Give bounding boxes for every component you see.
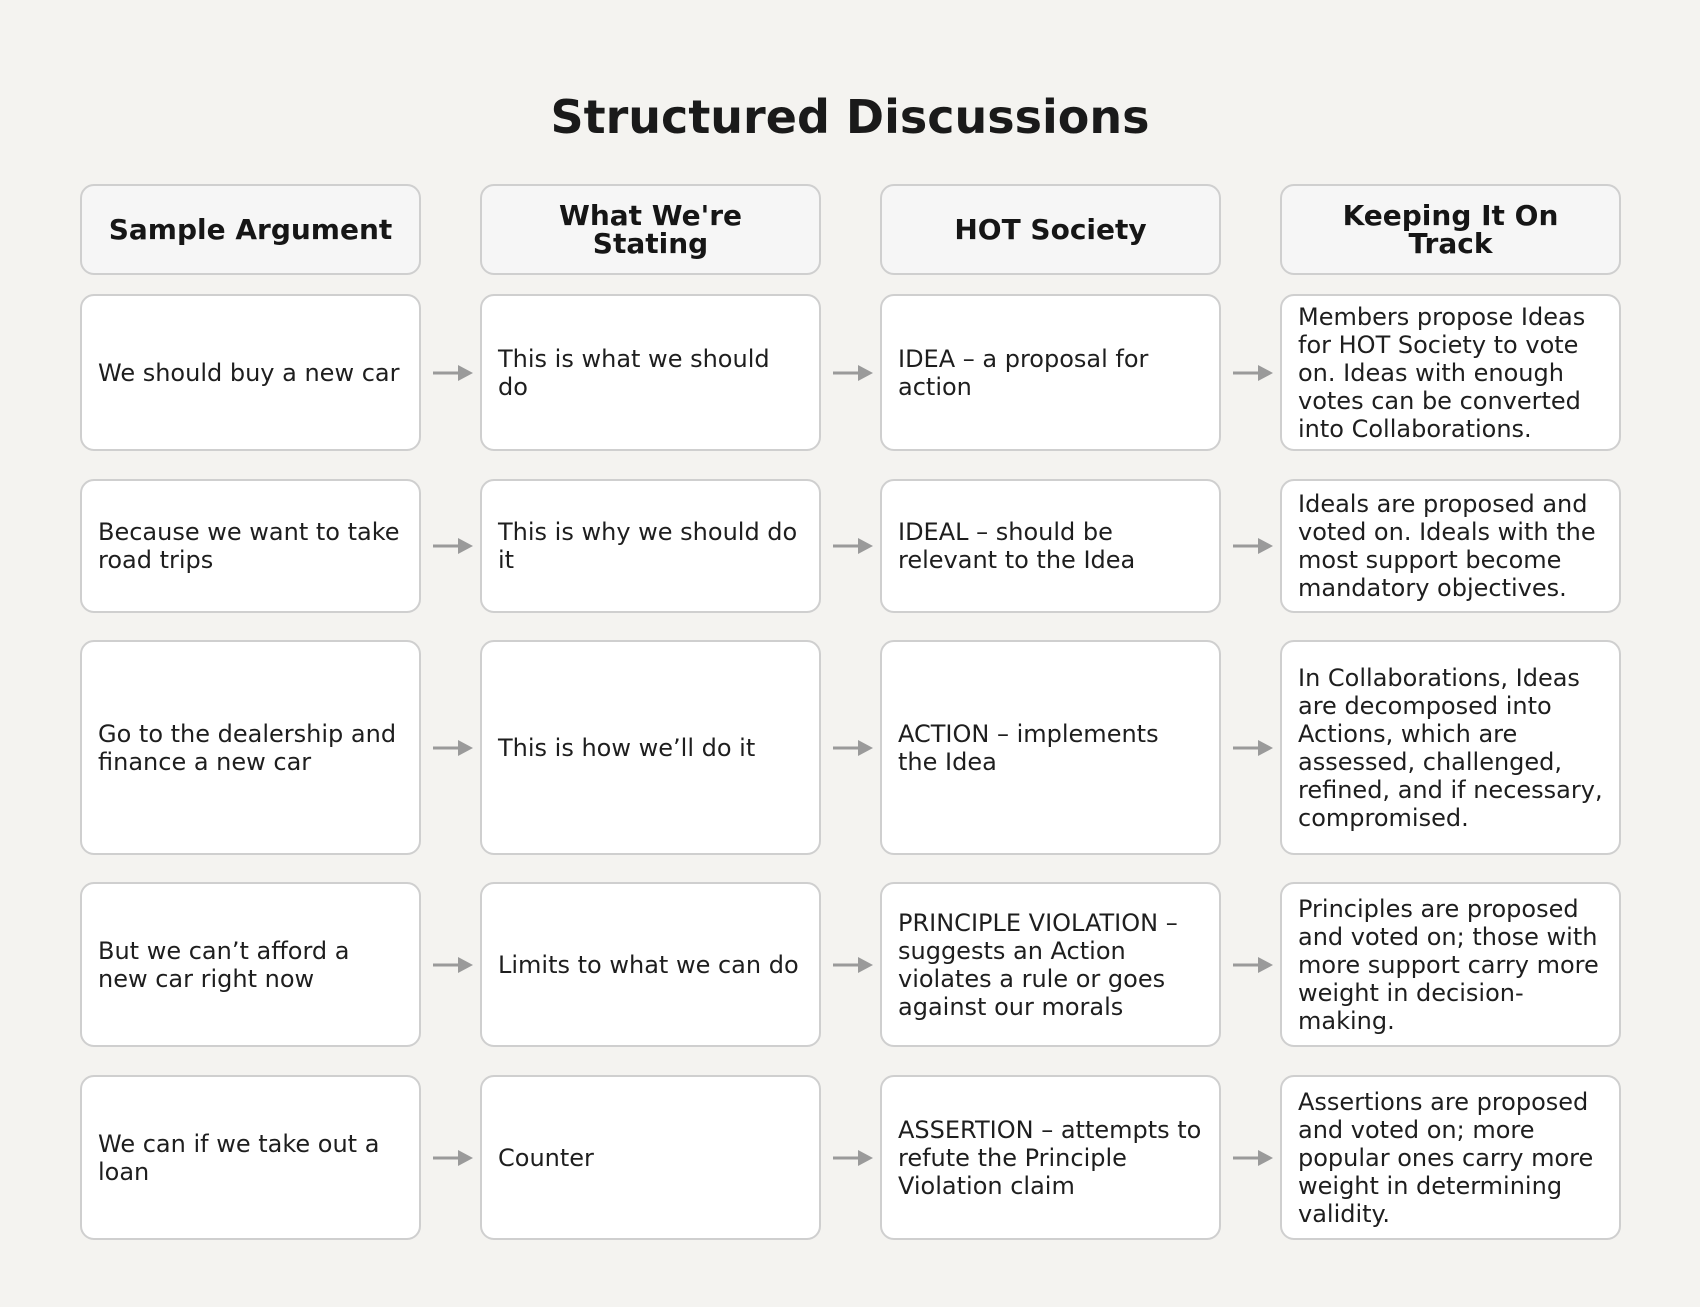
header-label: What We're Stating — [558, 198, 743, 260]
column-header-keeping-it-on-track — [1280, 184, 1621, 275]
card-text: Because we want to take road trips — [98, 518, 400, 574]
sample-argument-card — [80, 479, 421, 613]
stating-card — [480, 1075, 821, 1240]
card-text: This is what we should do — [498, 344, 770, 401]
card-text: IDEAL – should be relevant to the Idea — [898, 518, 1136, 574]
sample-argument-card — [80, 294, 421, 451]
card-text: ACTION – implements the Idea — [898, 719, 1159, 776]
right-arrow-icon — [833, 955, 873, 975]
stating-card — [480, 294, 821, 451]
keeping-on-track-card — [1280, 479, 1621, 613]
card-text: Members propose Ideas for HOT Society to vote on. Ideas with enough votes can be converted into Collaborations. — [1298, 302, 1586, 443]
right-arrow-icon — [1233, 363, 1273, 383]
right-arrow-icon — [1233, 955, 1273, 975]
keeping-on-track-card — [1280, 1075, 1621, 1240]
card-text: IDEA – a proposal for action — [898, 344, 1149, 401]
card-text: PRINCIPLE VIOLATION – suggests an Action violates a rule or goes against our morals — [898, 908, 1178, 1021]
column-header-sample-argument — [80, 184, 421, 275]
page-title: Structured Discussions — [550, 90, 1150, 144]
hot-society-card — [880, 479, 1221, 613]
right-arrow-icon — [1233, 536, 1273, 556]
header-label: HOT Society — [954, 212, 1147, 246]
keeping-on-track-card — [1280, 294, 1621, 451]
keeping-on-track-card — [1280, 640, 1621, 855]
card-text: ASSERTION – attempts to refute the Principle Violation claim — [898, 1115, 1202, 1200]
right-arrow-icon — [1233, 1148, 1273, 1168]
right-arrow-icon — [433, 536, 473, 556]
right-arrow-icon — [833, 1148, 873, 1168]
right-arrow-icon — [433, 955, 473, 975]
sample-argument-card — [80, 640, 421, 855]
stating-card — [480, 479, 821, 613]
right-arrow-icon — [433, 1148, 473, 1168]
card-text: Limits to what we can do — [498, 950, 799, 979]
header-label: Keeping It On Track — [1342, 198, 1559, 260]
card-text: In Collaborations, Ideas are decomposed into Actions, which are assessed, challenged, refined, and if necessary, compromised. — [1298, 663, 1603, 832]
right-arrow-icon — [833, 536, 873, 556]
card-text: We can if we take out a loan — [98, 1129, 380, 1186]
card-text: Go to the dealership and finance a new car — [98, 719, 397, 776]
hot-society-card — [880, 640, 1221, 855]
hot-society-card — [880, 294, 1221, 451]
stating-card — [480, 640, 821, 855]
right-arrow-icon — [433, 738, 473, 758]
card-text: Counter — [498, 1143, 594, 1172]
card-text: But we can’t afford a new car right now — [98, 936, 350, 993]
right-arrow-icon — [833, 363, 873, 383]
right-arrow-icon — [833, 738, 873, 758]
card-text: Assertions are proposed and voted on; more popular ones carry more weight in determining validity. — [1298, 1087, 1594, 1228]
card-text: This is why we should do it — [498, 518, 798, 574]
sample-argument-card — [80, 882, 421, 1047]
right-arrow-icon — [433, 363, 473, 383]
stating-card — [480, 882, 821, 1047]
header-label: Sample Argument — [108, 212, 393, 246]
column-header-what-we-are-stating — [480, 184, 821, 275]
hot-society-card — [880, 882, 1221, 1047]
card-text: Principles are proposed and voted on; those with more support carry more weight in decision-making. — [1298, 894, 1599, 1035]
sample-argument-card — [80, 1075, 421, 1240]
column-header-hot-society — [880, 184, 1221, 275]
card-text: Ideals are proposed and voted on. Ideals with the most support become mandatory objectives. — [1298, 490, 1596, 602]
keeping-on-track-card — [1280, 882, 1621, 1047]
right-arrow-icon — [1233, 738, 1273, 758]
hot-society-card — [880, 1075, 1221, 1240]
card-text: We should buy a new car — [98, 358, 400, 387]
card-text: This is how we’ll do it — [498, 733, 756, 762]
